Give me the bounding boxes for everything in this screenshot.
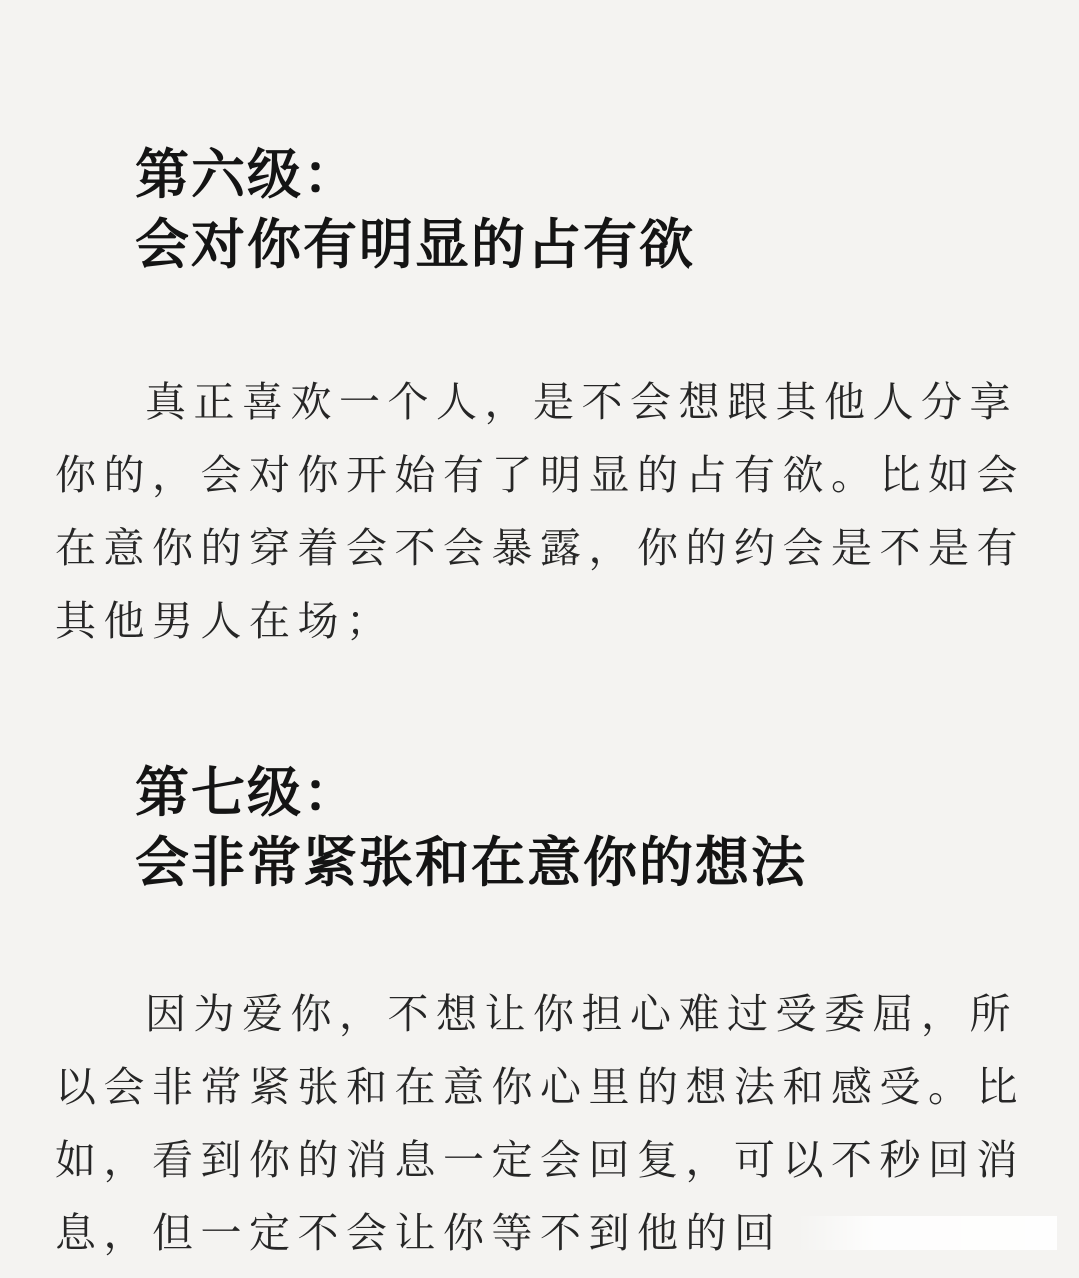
watermark-overlay xyxy=(797,1216,1057,1250)
section-heading xyxy=(135,140,1035,280)
heading-title: 会对你有明显的占有欲 xyxy=(135,213,695,276)
heading-level-label: 第六级： xyxy=(135,143,359,206)
heading-title: 会非常紧张和在意你的想法 xyxy=(135,831,807,894)
section-paragraph: 因为爱你，不想让你担心难过受委屈，所以会非常紧张和在意你心里的想法和感受。比如，看到你的消息一定会回复，可以不秒回消息，但一定不会让你等不到他的回 xyxy=(55,990,1025,1257)
heading-level-label: 第七级： xyxy=(135,761,359,824)
section-paragraph: 真正喜欢一个人，是不会想跟其他人分享你的，会对你开始有了明显的占有欲。比如会在意你的穿着会不会暴露，你的约会是不是有其他男人在场； xyxy=(55,378,1025,645)
section-heading xyxy=(135,758,1035,898)
